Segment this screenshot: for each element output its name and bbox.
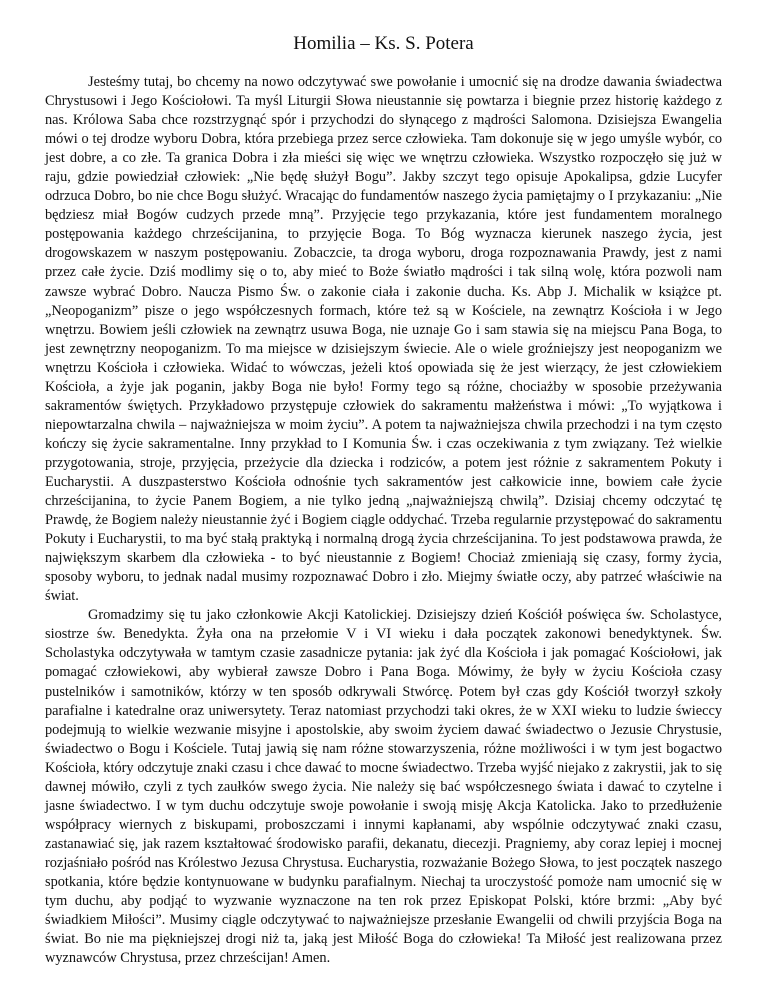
document-page xyxy=(45,32,722,968)
paragraph-2: Gromadzimy się tu jako członkowie Akcji Katolickiej. Dzisiejszy dzień Kościół poświęca św. Scholastyce, siostrze św. Benedykta. Żyła ona na przełomie V i VI wieku i dała początek zakonowi benedyktynek. Św. Scholastyka odczytywała w tamtym czasie zasadnicze pytania: jak żyć dla Kościoła i jak pomagać Kościołowi, jak pomagać człowiekowi, aby wybierał zawsze Dobro i Pana Boga. Mówimy, że były w życiu Kościoła czasy pustelników i samotników, którzy w ten sposób odkrywali Stwórcę. Potem był czas gdy Kościół tworzył szkoły parafialne i katedralne oraz uniwersytety. Teraz natomiast przychodzi taki okres, że w XXI wieku to ludzie świeccy podejmują to wielkie wezwanie misyjne i apostolskie, aby swoim życiem dawać świadectwo o Jezusie Chrystusie, świadectwo o Bogu i Kościele. Tutaj jawią się nam różne stowarzyszenia, różne możliwości i w tym jest bogactwo Kościoła, który odczytuje znaki czasu i chce dawać to mocne świadectwo. Trzeba wyjść niejako z zakrystii, jak to się dawnej mówiło, czyli z tych zaułków swego życia. Nie należy się bać współczesnego świata i dawać to czytelne i jasne świadectwo. I w tym duchu odczytuje swoje powołanie i swoją misję Akcja Katolicka. Jako to przedłużenie współpracy wiernych z biskupami, proboszczami i innymi kapłanami, aby wspólnie odczytywać znaki czasu, zastanawiać się, jak razem kształtować środowisko parafii, dekanatu, diecezji. Pragniemy, aby coraz lepiej i mocnej rozjaśniało pośród nas Królestwo Jezusa Chrystusa. Eucharystia, rozważanie Bożego Słowa, to jest początek naszego spotkania, które będzie kontynuowane w budynku parafialnym. Niechaj ta uroczystość pomoże nam umocnić się w tym duchu, aby podjąć to wyzwanie wyznaczone na ten rok przez Episkopat Polski, które brzmi: „Aby być świadkiem Miłości”. Musimy ciągle odczytywać to najważniejsze przesłanie Ewangelii od chwili przyjścia Boga na świat. Bo nie ma piękniejszej drogi niż ta, jaką jest Miłość Boga do człowieka! Ta Miłość jest realizowana przez wyznawców Chrystusa, przez chrześcijan! Amen. xyxy=(45,607,722,967)
paragraph-1: Jesteśmy tutaj, bo chcemy na nowo odczytywać swe powołanie i umocnić się na drodze dawania świadectwa Chrystusowi i Jego Kościołowi. Ta myśl Liturgii Słowa nieustannie się powtarza i biegnie przez historię każdego z nas. Królowa Saba chce rozstrzygnąć spór i przychodzi do słynącego z mądrości Salomona. Dzisiejsza Ewangelia mówi o tej drodze wyboru Dobra, która przebiega przez serce człowieka. Tam dokonuje się w jego umyśle wybór, co jest dobre, a co złe. Ta granica Dobra i zła mieści się więc we wnętrzu człowieka. Wszystko rozpoczęło się już w raju, gdzie powiedział człowiek: „Nie będę służył Bogu”. Jakby szczyt tego opisuje Apokalipsa, gdzie Lucyfer odrzuca Dobro, bo nie chce Bogu służyć. Wracając do fundamentów naszego życia pamiętajmy o I przykazaniu: „Nie będziesz miał Bogów cudzych przede mną”. Przyjęcie tego przykazania, które jest fundamentem moralnego postępowania każdego chrześcijanina, to przyjęcie Boga. To Bóg wyznacza kierunek naszego życia, jest drogowskazem w naszym postępowaniu. Zobaczcie, ta droga wyboru, droga rozpoznawania Prawdy, jest z nami przez całe życie. Dziś modlimy się o to, aby mieć to Boże światło mądrości i tak silną wolę, która pozwoli nam zawsze wybrać Dobro. Naucza Pismo Św. o zakonie ciała i zakonie ducha. Ks. Abp J. Michalik w książce pt. „Neopoganizm” pisze o jego współczesnych formach, które też są w Kościele, na zewnątrz Kościoła i w Jego wnętrzu. Bowiem jeśli człowiek na zewnątrz usuwa Boga, nie uznaje Go i sam stawia się na miejscu Pana Boga, to jest zewnętrzny neopoganizm. To ma miejsce w dzisiejszym świecie. Ale o wiele groźniejszy jest neopoganizm we wnętrzu Kościoła i człowieka. Widać to wówczas, jeżeli ktoś opowiada się że jest wierzący, że jest człowiekiem Kościoła, a żyje jak poganin, jakby Boga nie było! Formy tego są różne, chociażby w sposobie przeżywania sakramentów świętych. Przykładowo przystępuje człowiek do sakramentu małżeństwa i mówi: „To wyjątkowa i niepowtarzalna chwila – najważniejsza w moim życiu”. A potem ta najważniejsza chwila przechodzi i na tym często kończy się życie sakramentalne. Inny przykład to I Komunia Św. i czas oczekiwania z tym związany. Też wielkie przygotowania, stroje, przyjęcia, przeżycie dla dziecka i rodziców, a potem jest różnie z sakramentem Pokuty i Eucharystii. A duszpasterstwo Kościoła odnośnie tych sakramentów jest całkowicie inne, bowiem całe życie chrześcijanina, to życie Panem Bogiem, a nie tylko jedną „najważniejszą chwilą”. Dzisiaj chcemy odczytać tę Prawdę, że Bogiem należy nieustannie żyć i Bogiem ciągle oddychać. Trzeba regularnie przystępować do sakramentu Pokuty i Eucharystii, to ma być stałą praktyką i normalną drogą życia chrześcijanina. To jest podstawowa prawda, że największym skarbem dla człowieka - to być nieustannie z Bogiem! Chociaż zmieniają się czasy, formy życia, sposoby wyboru, to jednak nadal musimy rozpoznawać Dobro i zło. Miejmy światłe oczy, aby patrzeć właściwie na świat. xyxy=(45,74,722,605)
document-body xyxy=(45,73,722,968)
document-title: Homilia – Ks. S. Potera xyxy=(293,33,474,54)
